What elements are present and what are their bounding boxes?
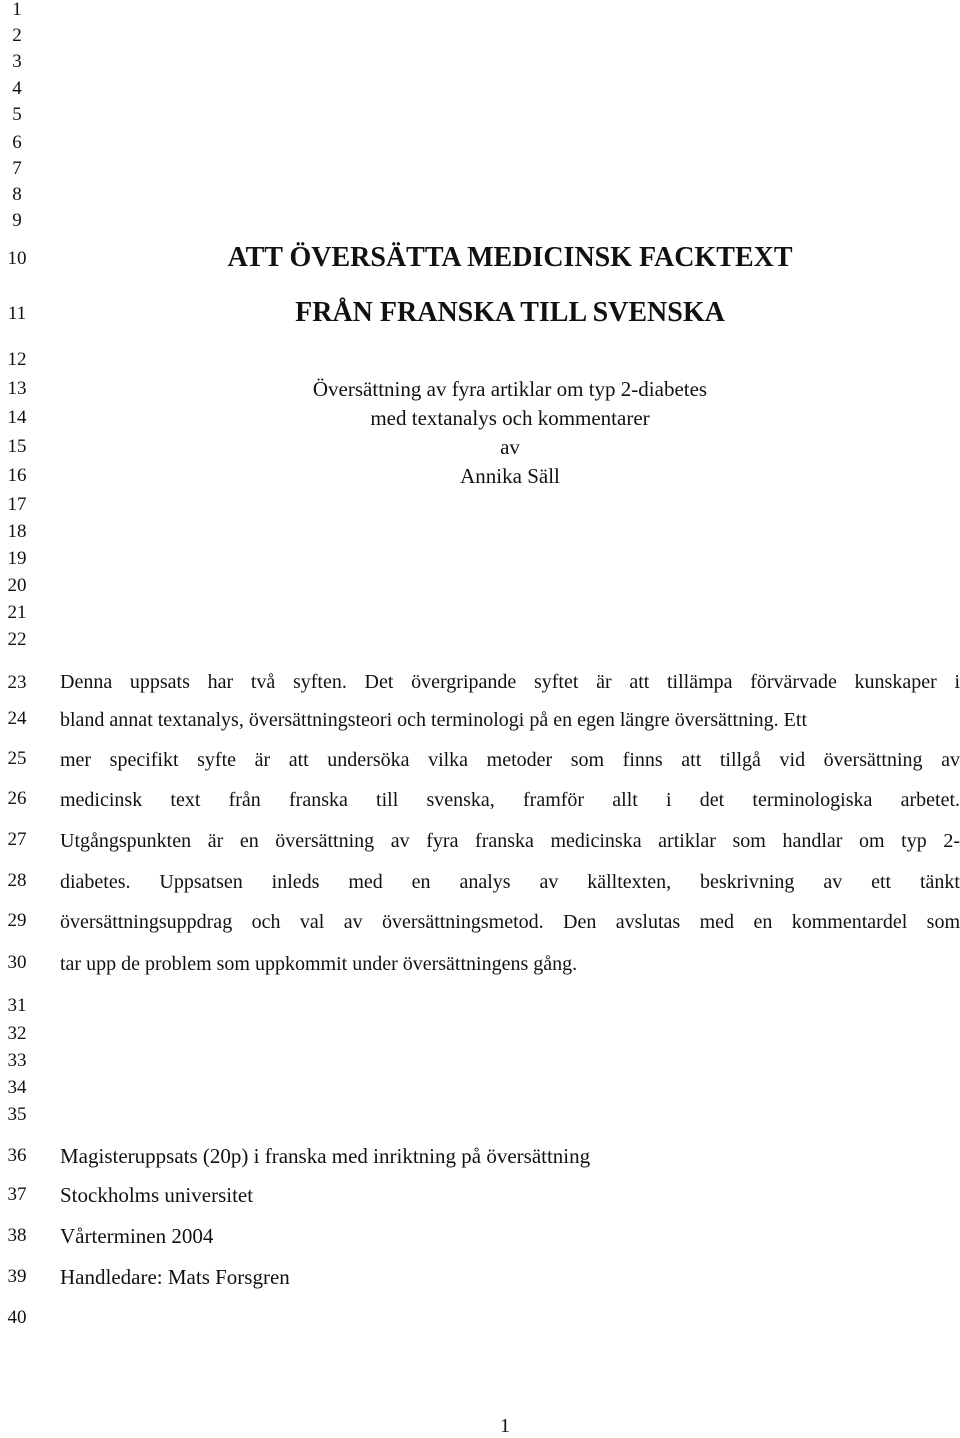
line-number: 36 bbox=[7, 1145, 27, 1166]
line-number: 35 bbox=[7, 1104, 27, 1125]
line-number: 16 bbox=[7, 465, 27, 486]
line-number: 1 bbox=[12, 0, 22, 20]
abstract-line: Utgångspunkten är en översättning av fyra franska medicinska artiklar som handlar om typ 2- bbox=[60, 830, 960, 852]
line-number: 22 bbox=[7, 629, 27, 650]
abstract-line: mer specifikt syfte är att undersöka vilka metoder som finns att tillgå vid översättning av bbox=[60, 749, 960, 771]
line-number: 30 bbox=[7, 952, 27, 973]
line-number: 11 bbox=[7, 303, 27, 324]
line-number: 18 bbox=[7, 521, 27, 542]
abstract-line: bland annat textanalys, översättningsteori och terminologi på en egen längre översättning. Ett bbox=[60, 709, 808, 731]
line-number: 24 bbox=[7, 708, 27, 729]
line-number: 6 bbox=[12, 132, 22, 153]
abstract-line: diabetes. Uppsatsen inleds med en analys av källtexten, beskrivning av ett tänkt bbox=[60, 871, 960, 893]
line-number: 21 bbox=[7, 602, 27, 623]
line-number: 17 bbox=[7, 494, 27, 515]
line-number: 15 bbox=[7, 436, 27, 457]
page-title-line-2: FRÅN FRANSKA TILL SVENSKA bbox=[295, 297, 725, 328]
line-number: 31 bbox=[7, 995, 27, 1016]
line-number: 7 bbox=[12, 158, 22, 179]
line-number: 12 bbox=[7, 349, 27, 370]
line-number: 26 bbox=[7, 788, 27, 809]
line-number: 29 bbox=[7, 910, 27, 931]
abstract-line: tar upp de problem som uppkommit under översättningens gång. bbox=[60, 953, 578, 975]
term-info: Vårterminen 2004 bbox=[60, 1224, 214, 1248]
supervisor-info: Handledare: Mats Forsgren bbox=[60, 1265, 290, 1289]
line-number: 14 bbox=[7, 407, 27, 428]
line-number: 9 bbox=[12, 210, 22, 231]
line-number: 32 bbox=[7, 1023, 27, 1044]
subtitle-line-3: av bbox=[500, 435, 520, 459]
line-number: 3 bbox=[12, 51, 22, 72]
line-number: 25 bbox=[7, 748, 27, 769]
author-name: Annika Säll bbox=[460, 464, 560, 488]
line-number: 19 bbox=[7, 548, 27, 569]
line-number: 27 bbox=[7, 829, 27, 850]
abstract-line: Denna uppsats har två syften. Det övergripande syftet är att tillämpa förvärvade kunskaper i bbox=[60, 671, 960, 693]
abstract-line: översättningsuppdrag och val av översättningsmetod. Den avslutas med en kommentardel som bbox=[60, 911, 960, 933]
subtitle-line-2: med textanalys och kommentarer bbox=[370, 406, 650, 430]
line-number: 2 bbox=[12, 25, 22, 46]
line-number: 38 bbox=[7, 1225, 27, 1246]
subtitle-line-1: Översättning av fyra artiklar om typ 2-diabetes bbox=[312, 377, 708, 401]
line-number: 34 bbox=[7, 1077, 27, 1098]
line-number: 33 bbox=[7, 1050, 27, 1071]
line-number: 4 bbox=[12, 78, 22, 99]
line-number: 8 bbox=[12, 184, 22, 205]
line-number: 20 bbox=[7, 575, 27, 596]
line-number: 10 bbox=[7, 248, 27, 269]
line-number: 5 bbox=[12, 104, 22, 125]
university-name: Stockholms universitet bbox=[60, 1183, 254, 1207]
abstract-line: medicinsk text från franska till svenska, framför allt i det terminologiska arbetet. bbox=[60, 789, 960, 811]
degree-info: Magisteruppsats (20p) i franska med inriktning på översättning bbox=[60, 1144, 591, 1168]
page-number: 1 bbox=[500, 1415, 510, 1437]
line-number: 13 bbox=[7, 378, 27, 399]
line-number: 39 bbox=[7, 1266, 27, 1287]
line-number: 28 bbox=[7, 870, 27, 891]
line-number: 37 bbox=[7, 1184, 27, 1205]
line-number: 40 bbox=[7, 1307, 27, 1328]
page-title-line-1: ATT ÖVERSÄTTA MEDICINSK FACKTEXT bbox=[227, 242, 793, 273]
line-number: 23 bbox=[7, 672, 27, 693]
